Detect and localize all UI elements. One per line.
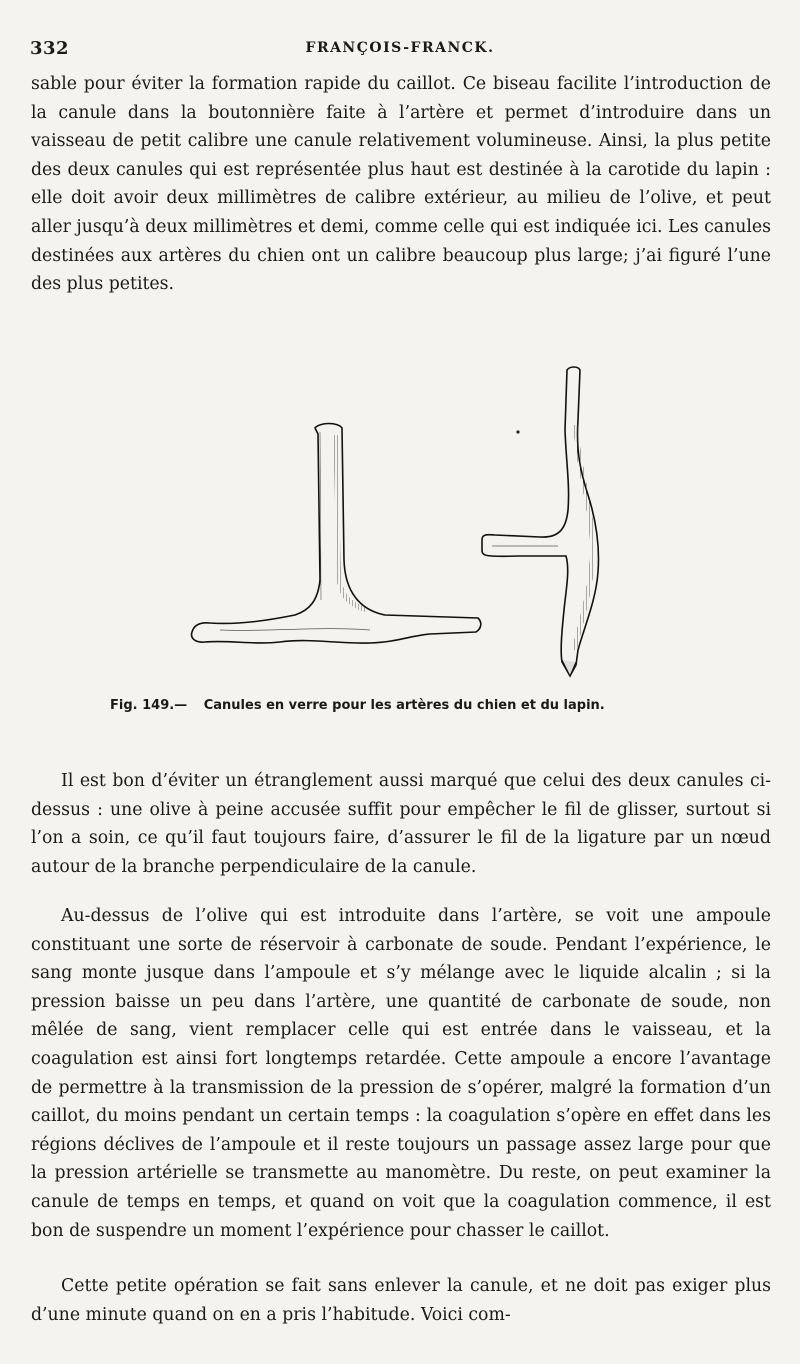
dog-cannula-drawing — [192, 424, 481, 644]
cannula-illustration — [160, 360, 640, 690]
rabbit-cannula-drawing — [482, 367, 599, 676]
figure-dot — [516, 430, 519, 433]
figure-caption — [110, 698, 720, 713]
figure-caption-text: Canules en verre pour les artères du chien et du lapin. — [203, 698, 605, 713]
paragraph-2: Il est bon d’éviter un étranglement aussi marqué que celui des deux canules ci-dessus : une olive à peine accusée suffit pour empêcher le fil de glisser, surtout si l’on a soin, ce qu’il faut toujours faire, d’assurer le fil de la ligature par un nœud autour de la branche perpendiculaire de la canule. — [31, 771, 771, 877]
paragraph-1: sable pour éviter la formation rapide du caillot. Ce biseau facilite l’introduction de la canule dans la boutonnière faite à l’artère et permet d’introduire dans un vaisseau de petit calibre une canule relativement volumineuse. Ainsi, la plus petite des deux canules qui est représentée plus haut est destinée à la carotide du lapin : elle doit avoir deux millimètres de calibre extérieur, au milieu de l’olive, et peut aller jusqu’à deux millimètres et demi, comme celle qui est indiquée ici. Les canules destinées aux artères du chien ont un calibre beaucoup plus large; j’ai figuré l’une des plus petites. — [31, 74, 771, 295]
page-number: 332 — [30, 38, 70, 59]
paragraph-4: Cette petite opération se fait sans enlever la canule, et ne doit pas exiger plus d’une minute quand on en a pris l’habitude. Voici com- — [31, 1276, 771, 1325]
paragraph-3: Au-dessus de l’olive qui est introduite dans l’artère, se voit une ampoule constituant une sorte de réservoir à carbonate de soude. Pendant l’expérience, le sang monte jusque dans l’ampoule et s’y mélange avec le liquide alcalin ; si la pression baisse un peu dans l’artère, une quantité de carbonate de soude, non mêlée de sang, vient remplacer celle qui est entrée dans le vaisseau, et la coagulation est ainsi fort longtemps retardée. Cette ampoule a encore l’avantage de permettre à la transmission de la pression de s’opérer, malgré la formation d’un caillot, du moins pendant un certain temps : la coagulation s’opère en effet dans les régions déclives de l’ampoule et il reste toujours un passage assez large pour que la pression artérielle se transmette au manomètre. Du reste, on peut examiner la canule de temps en temps, et quand on voit que la coagulation commence, il est bon de suspendre un moment l’expérience pour chasser le caillot. — [31, 906, 771, 1241]
page-header — [30, 38, 770, 62]
figure-label: Fig. 149.— — [110, 698, 188, 713]
running-head: FRANÇOIS-FRANCK. — [305, 40, 495, 56]
